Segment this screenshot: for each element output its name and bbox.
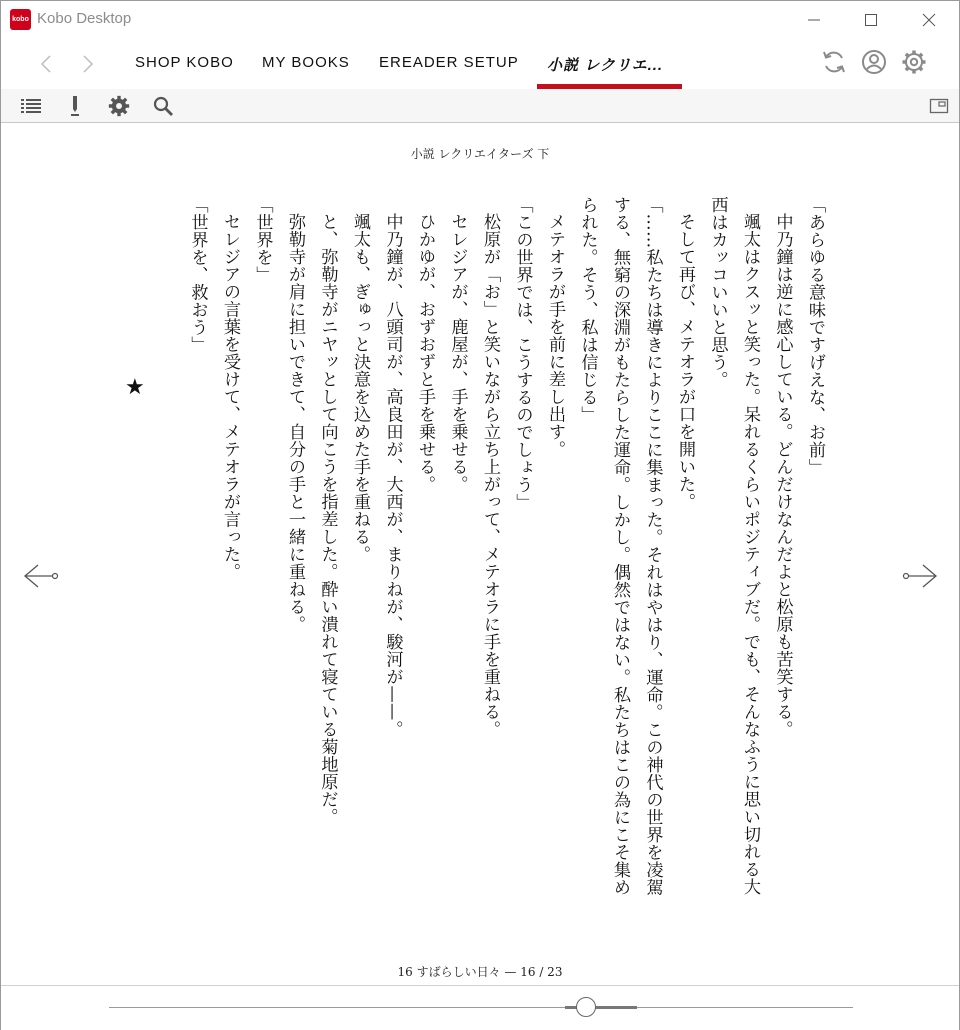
- close-icon: [922, 13, 936, 27]
- paragraph: 颯太はクスッと笑った。呆れるくらいポジティブだ。でも、そんなふうに思い切れる大西はカッコいいと思う。: [707, 196, 760, 896]
- arrow-left-icon: [22, 562, 60, 590]
- paragraph: 「世界を、救おう」: [187, 196, 208, 354]
- sync-icon: [821, 49, 847, 75]
- progress-slider-thumb[interactable]: [576, 997, 596, 1017]
- book-title-header: 小説 レクリエイターズ 下: [410, 147, 550, 161]
- account-button[interactable]: [859, 47, 889, 77]
- paragraph: 「この世界では、こうするのでしょう」: [512, 196, 533, 511]
- maximize-button[interactable]: [842, 1, 900, 39]
- navigation-bar: [1, 39, 959, 88]
- paragraph: メテオラが手を前に差し出す。: [545, 213, 565, 459]
- user-icon: [861, 49, 887, 75]
- layout-toggle-button[interactable]: [926, 93, 952, 119]
- chevron-right-icon: [82, 54, 94, 74]
- search-button[interactable]: [150, 93, 176, 119]
- list-icon: [20, 97, 42, 115]
- sync-button[interactable]: [819, 47, 849, 77]
- tab-current-book[interactable]: 小説 レクリエ...: [547, 57, 664, 74]
- kobo-logo-icon: [10, 9, 31, 30]
- tab-ereader-setup[interactable]: EREADER SETUP: [379, 54, 519, 71]
- reading-area[interactable]: [1, 123, 959, 985]
- paragraph: 中乃鐘が、八頭司が、高良田が、大西が、まりねが、駿河が——。: [382, 213, 403, 739]
- reading-gear-icon: [108, 95, 130, 117]
- annotations-button[interactable]: [62, 93, 88, 119]
- paragraph: セレジアが、鹿屋が、手を乗せる。: [447, 213, 468, 494]
- window-title: Kobo Desktop: [37, 10, 132, 27]
- reading-toolbar: [1, 89, 959, 123]
- table-of-contents-button[interactable]: [18, 93, 44, 119]
- paragraph: 「世界を」: [252, 196, 273, 284]
- tab-my-books[interactable]: MY BOOKS: [262, 54, 350, 71]
- panel-icon: [929, 98, 949, 114]
- paragraph: ひかゆが、おずおずと手を乗せる。: [415, 213, 435, 494]
- highlighter-icon: [65, 95, 85, 117]
- tab-shop-kobo[interactable]: SHOP KOBO: [135, 54, 234, 71]
- logo-text: kobo: [12, 16, 29, 23]
- title-bar: [1, 1, 959, 39]
- arrow-right-icon: [901, 562, 939, 590]
- paragraph: と、弥勒寺がニヤッとして向こうを指差した。酔い潰れて寝ている菊地原だ。: [317, 213, 338, 826]
- progress-slider-track[interactable]: [109, 1007, 853, 1008]
- paragraph: 「……私たちは導きによりここに集まった。それはやはり、運命。この神代の世界を凌駕する、無窮の深淵がもたらした運命。しかし。偶然ではない。私たちはこの為にこそ集められた。そう、私は信じる」: [577, 196, 663, 896]
- page-footer: 16 すばらしい日々 — 16 / 23: [397, 965, 563, 979]
- reading-settings-button[interactable]: [106, 93, 132, 119]
- paragraph: 颯太も、ぎゅっと決意を込めた手を重ねる。: [350, 213, 370, 564]
- paragraph: 中乃鐘は逆に感心している。どんだけなんだよと松原も苦笑する。: [772, 213, 793, 739]
- section-mark: ★: [125, 375, 145, 400]
- paragraph: 弥勒寺が肩に担いできて、自分の手と一緒に重ねる。: [285, 213, 305, 634]
- paragraph: 松原が「お」と笑いながら立ち上がって、メテオラに手を重ねる。: [480, 213, 500, 739]
- close-button[interactable]: [900, 1, 958, 39]
- paragraph: そして再び、メテオラが口を開いた。: [675, 213, 695, 511]
- gear-icon: [901, 49, 927, 75]
- settings-button[interactable]: [899, 47, 929, 77]
- back-button[interactable]: [34, 51, 58, 77]
- paragraph: 「あらゆる意味ですげえな、お前」: [805, 196, 825, 476]
- previous-page-button[interactable]: [21, 561, 61, 591]
- forward-button[interactable]: [76, 51, 100, 77]
- minimize-button[interactable]: [785, 1, 843, 39]
- search-icon: [152, 95, 174, 117]
- chevron-left-icon: [40, 54, 52, 74]
- paragraph: セレジアの言葉を受けて、メテオラが言った。: [220, 213, 240, 581]
- minimize-icon: [807, 13, 821, 27]
- book-page-text: [171, 196, 831, 896]
- maximize-icon: [864, 13, 878, 27]
- progress-bar: [1, 985, 959, 1030]
- next-page-button[interactable]: [900, 561, 940, 591]
